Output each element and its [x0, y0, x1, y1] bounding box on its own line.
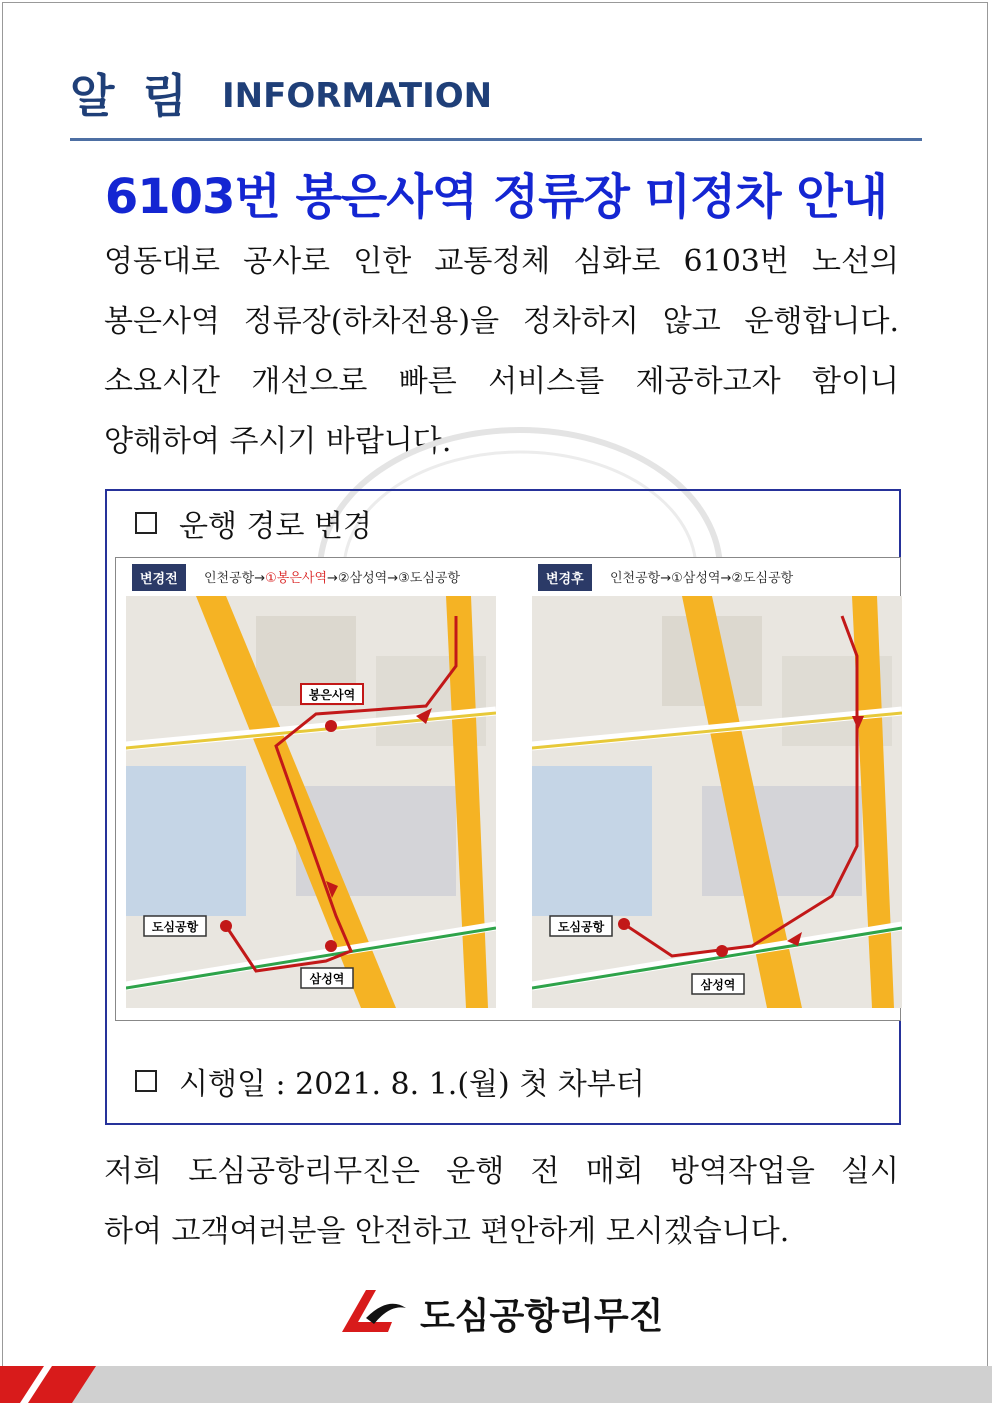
intro-line: 소요시간 개선으로 빠른 서비스를 제공하고자 함이니 — [104, 364, 899, 399]
footer-stripe-icon — [0, 1366, 110, 1403]
header-title-ko: 알 림 — [70, 69, 193, 123]
map-before — [116, 558, 494, 1020]
checkbox-icon — [135, 512, 157, 534]
after-tag: 변경후 — [538, 564, 592, 591]
before-route — [204, 567, 460, 586]
notice-title: 6103번 봉은사역 정류장 미정차 안내 — [104, 169, 888, 225]
header-title-en: INFORMATION — [222, 76, 493, 116]
header-divider — [70, 138, 922, 141]
intro-line: 봉은사역 정류장(하차전용)을 정차하지 않고 운행합니다. — [104, 304, 899, 339]
map-label-terminal: 도심공항 — [557, 920, 605, 934]
before-route-suffix: →②삼성역→③도심공항 — [327, 571, 461, 586]
before-route-highlight: ①봉은사역 — [265, 571, 328, 586]
footer-bar — [0, 1366, 992, 1403]
info-box — [105, 489, 901, 1125]
logo-text: 도심공항리무진 — [420, 1296, 664, 1337]
closing-line: 저희 도심공항리무진은 운행 전 매회 방역작업을 실시 — [104, 1154, 899, 1189]
intro-line: 영동대로 공사로 인한 교통정체 심화로 6103번 노선의 — [104, 244, 899, 279]
route-change-item — [135, 501, 372, 545]
logo-mark-icon — [336, 1288, 410, 1334]
map-after-image — [532, 596, 902, 1008]
map-label-terminal: 도심공항 — [151, 920, 199, 934]
map-after — [522, 558, 900, 1020]
intro-line: 양해하여 주시기 바랍니다. — [104, 424, 452, 459]
route-maps — [115, 557, 901, 1021]
after-route: 인천공항→①삼성역→②도심공항 — [610, 571, 794, 586]
before-route-prefix: 인천공항→ — [204, 571, 266, 586]
company-logo — [336, 1288, 676, 1337]
closing-paragraph — [104, 1142, 899, 1262]
notice-header — [70, 60, 920, 142]
before-tag: 변경전 — [132, 564, 186, 591]
route-change-label: 운행 경로 변경 — [179, 509, 372, 544]
map-before-image — [126, 596, 496, 1008]
map-label-bongeunsa: 봉은사역 — [308, 688, 356, 702]
closing-line: 하여 고객여러분을 안전하고 편안하게 모시겠습니다. — [104, 1214, 790, 1249]
effective-date-item — [135, 1059, 645, 1103]
map-label-samseong: 삼성역 — [700, 978, 736, 992]
checkbox-icon — [135, 1070, 157, 1092]
map-label-samseong: 삼성역 — [309, 972, 345, 986]
effective-date-label: 시행일 : 2021. 8. 1.(월) 첫 차부터 — [179, 1067, 645, 1102]
